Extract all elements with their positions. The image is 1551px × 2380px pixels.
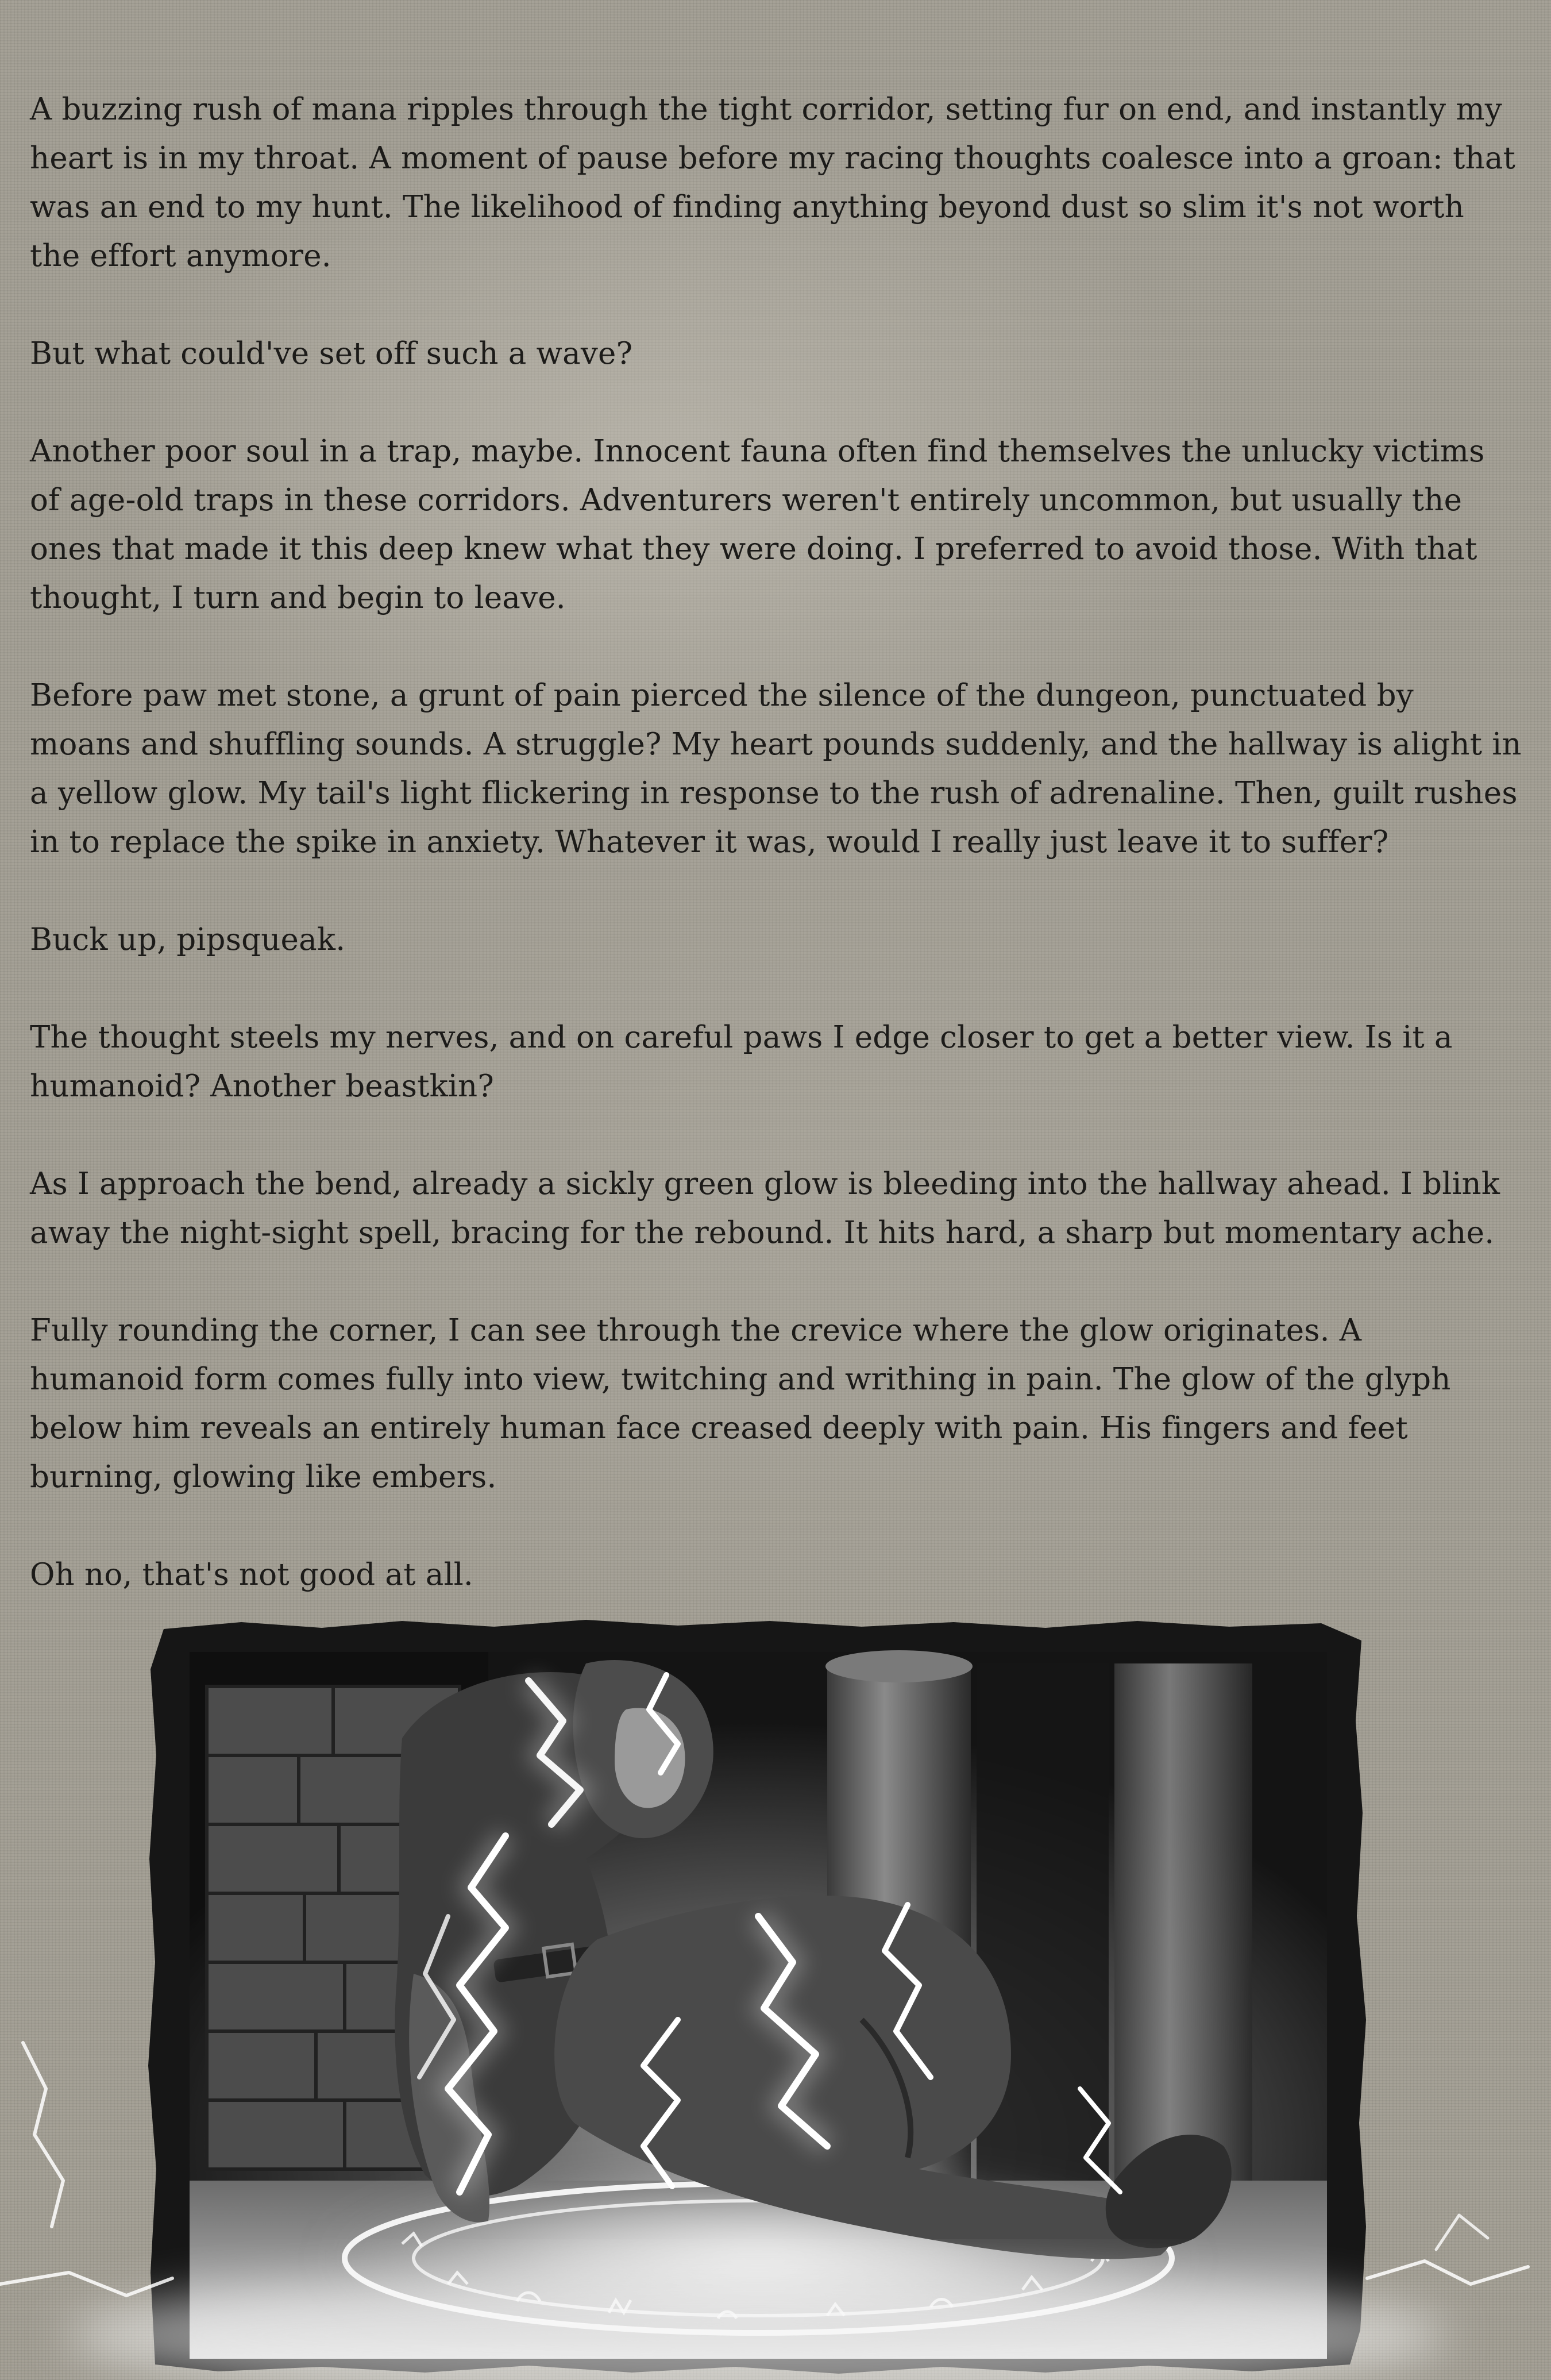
paragraph-4: Before paw met stone, a grunt of pain pierced the silence of the dungeon, punctuated by moans and shuffling sounds. A struggle? My heart pounds suddenly, and the hallway is alight in a yellow glow. My tail's light flickering in response to the rush of adrenaline. Then, guilt rushes in to replace the spike in anxiety. Whatever it was, would I really just leave it to suffer?: [30, 678, 1522, 860]
paragraph-8: Fully rounding the corner, I can see through the crevice where the glow originates. A humanoid form comes fully into view, twitching and writhing in pain. The glow of the glyph below him reveals an entirely human face creased deeply with pain. His fingers and feet burning, glowing like embers.: [30, 1313, 1451, 1495]
illustration-svg: [0, 1618, 1551, 2380]
paragraph-6: The thought steels my nerves, and on careful paws I edge closer to get a better view. Is it a humanoid? Another beastkin?: [30, 1020, 1453, 1104]
paragraph-3: Another poor soul in a trap, maybe. Innocent fauna often find themselves the unlucky victims of age-old traps in these corridors. Adventurers weren't entirely uncommon, but usually the ones that made it this deep knew what they were doing. I preferred to avoid those. With that thought, I turn and begin to leave.: [30, 434, 1485, 615]
paragraph-1: A buzzing rush of mana ripples through the tight corridor, setting fur on end, and instantly my heart is in my throat. A moment of pause before my racing thoughts coalesce into a groan: that was an end to my hunt. The likelihood of finding anything beyond dust so slim it's not worth the effort anymore.: [30, 92, 1516, 274]
story-text: [30, 85, 1523, 1599]
paragraph-2: But what could've set off such a wave?: [30, 336, 633, 371]
dungeon-illustration: [0, 1618, 1551, 2380]
paragraph-9: Oh no, that's not good at all.: [30, 1557, 473, 1592]
paragraph-5: Buck up, pipsqueak.: [30, 922, 346, 957]
paragraph-7: As I approach the bend, already a sickly green glow is bleeding into the hallway ahead. I blink away the night-sight spell, bracing for the rebound. It hits hard, a sharp but momentary ache.: [30, 1166, 1500, 1250]
